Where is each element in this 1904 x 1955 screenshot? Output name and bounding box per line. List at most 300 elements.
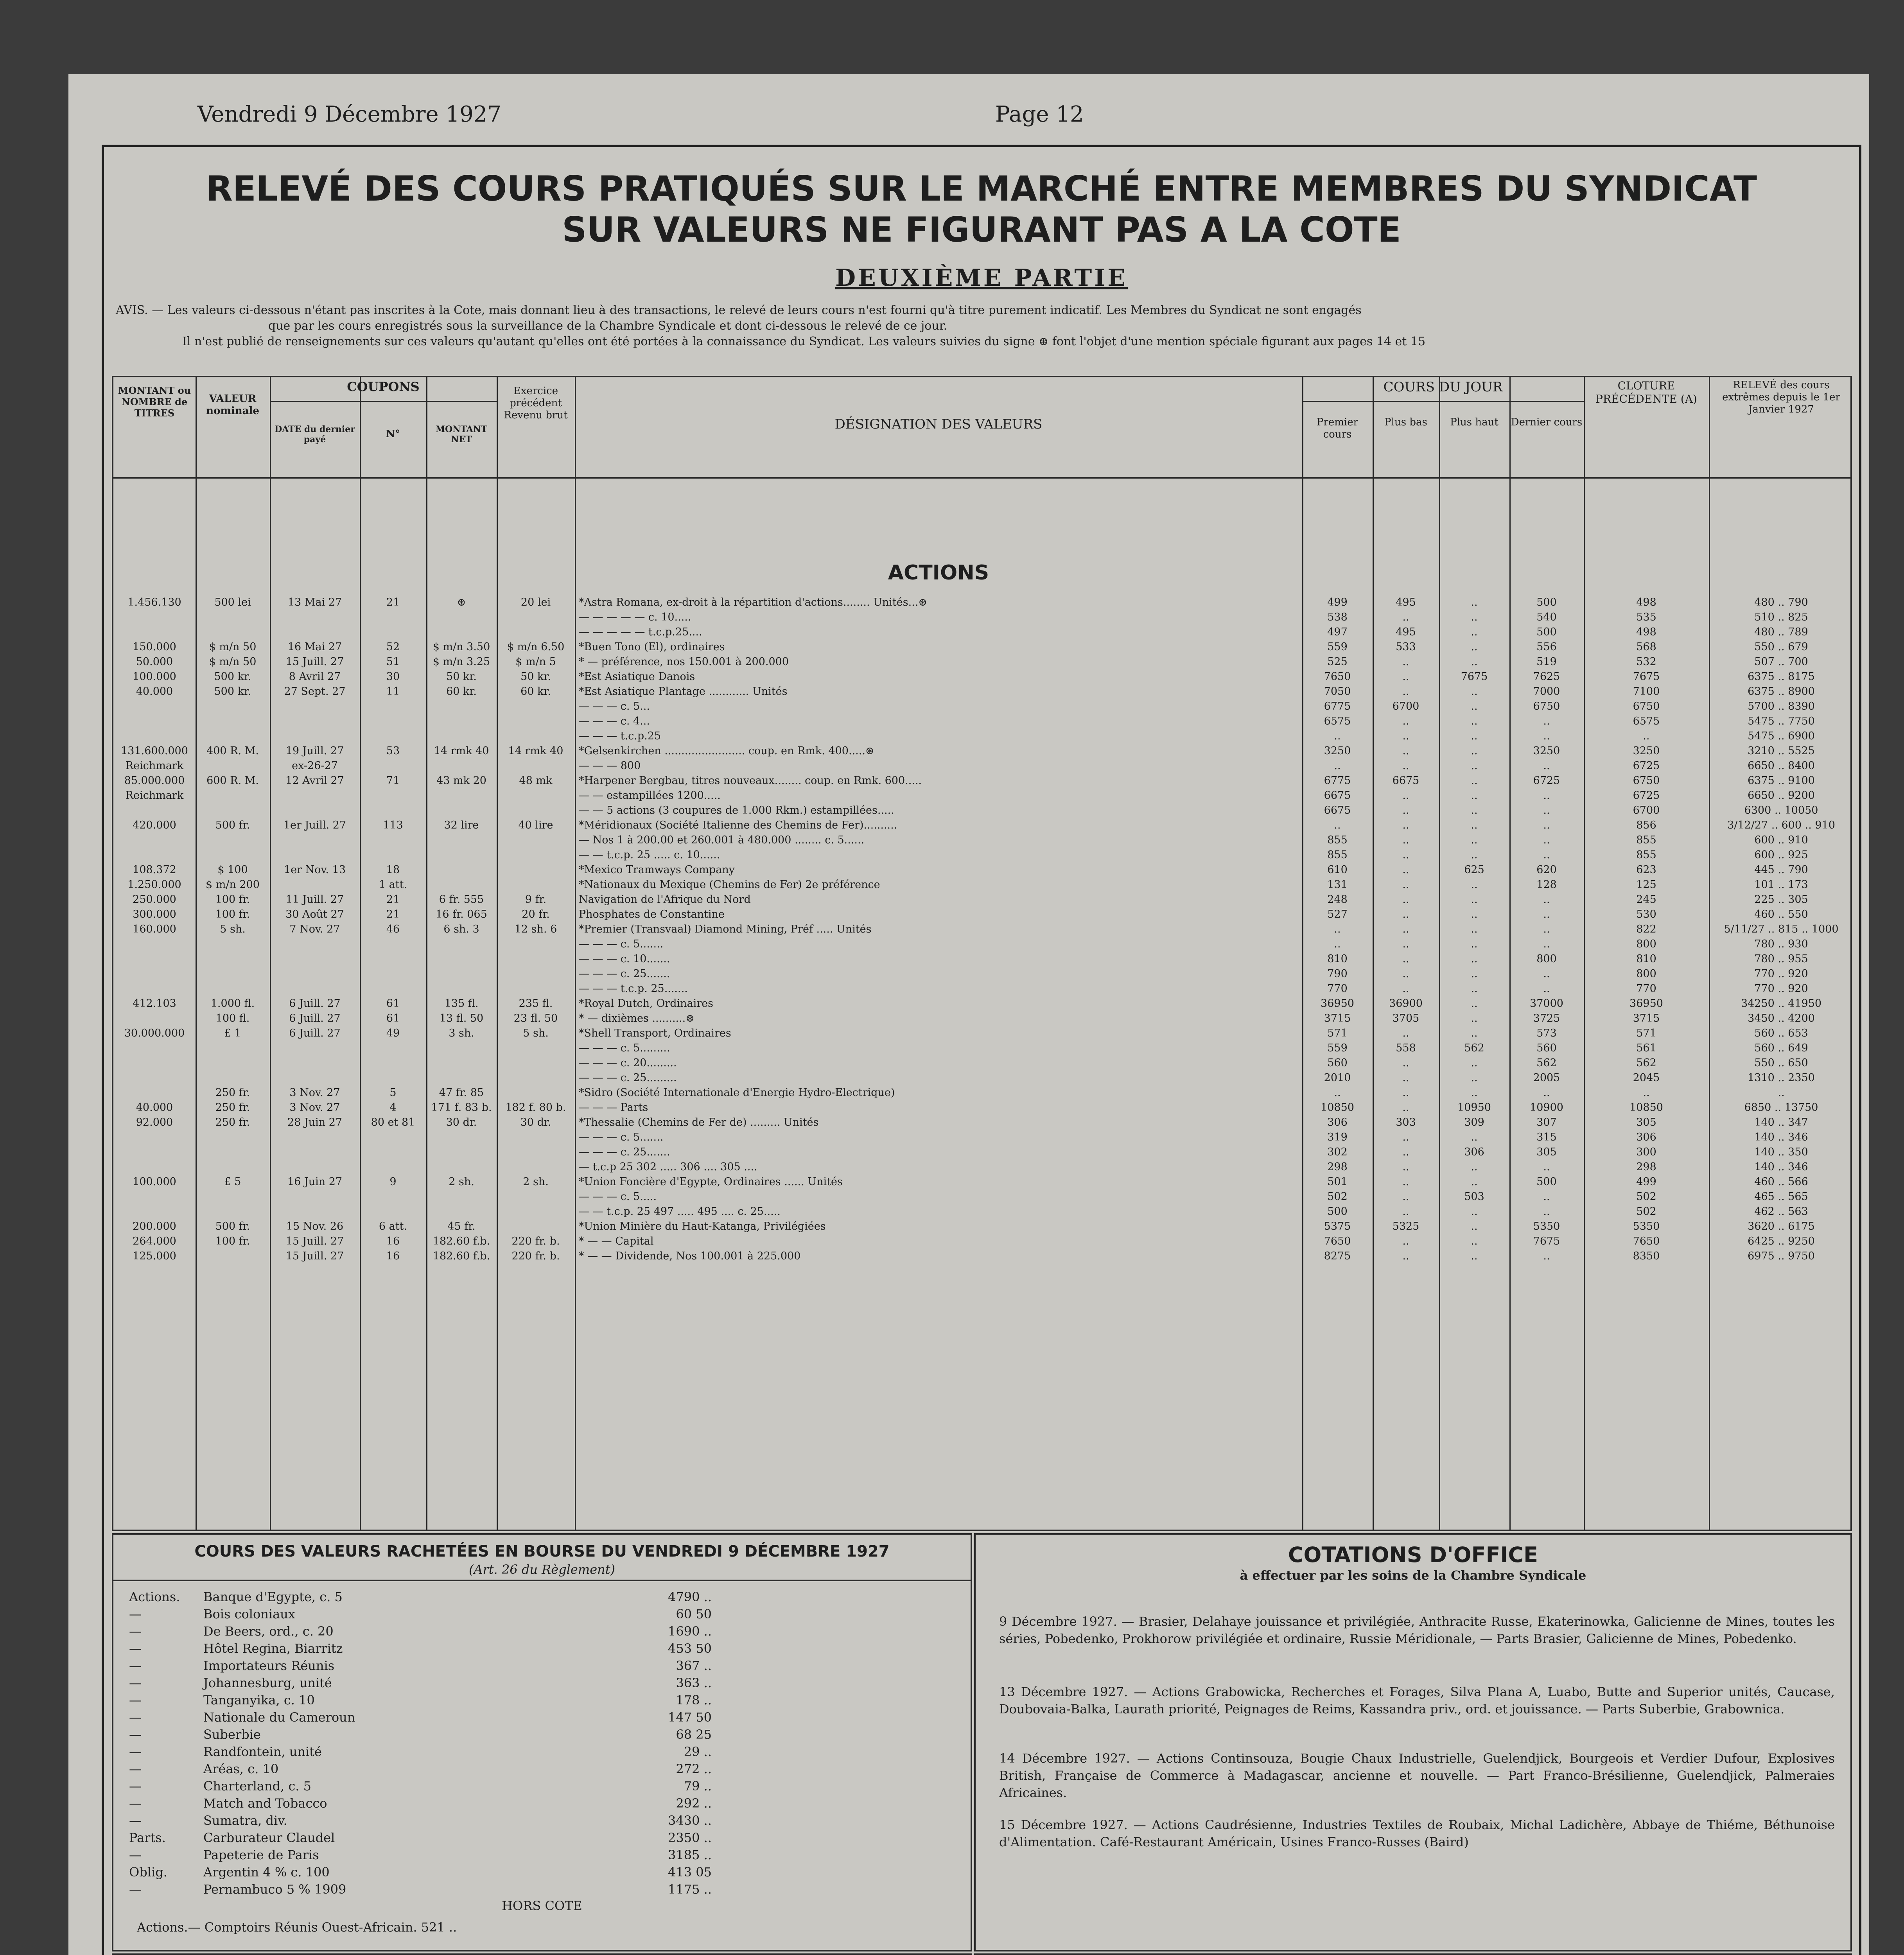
cell-des: — — — c. 5....... <box>579 1131 664 1143</box>
cell-v: 5 sh. <box>220 923 246 935</box>
cell-dc: 540 <box>1536 611 1557 623</box>
cell-p: 571 <box>1327 1027 1348 1039</box>
cell-h: .. <box>1471 1012 1478 1024</box>
cell-r: 6300 .. 10050 <box>1744 804 1818 816</box>
rachetee-n: Argentin 4 % c. 100 <box>203 1865 330 1880</box>
cell-p: 306 <box>1327 1116 1348 1128</box>
cours-du-jour-rule <box>1302 401 1584 402</box>
col-releve: RELEVÉ des cours extrêmes depuis le 1er Janvier 1927 <box>1722 379 1840 416</box>
cell-mn: 50 kr. <box>446 671 477 683</box>
cell-r: 550 .. 650 <box>1754 1057 1808 1069</box>
cell-p: 855 <box>1327 834 1348 846</box>
cell-p: 855 <box>1327 849 1348 861</box>
cell-h: .. <box>1471 1250 1478 1262</box>
cell-p: 298 <box>1327 1161 1348 1173</box>
cell-mn: 2 sh. <box>449 1176 474 1188</box>
cell-r: 480 .. 790 <box>1754 596 1808 608</box>
page-number: Page 12 <box>995 102 1084 127</box>
cell-n: 1 att. <box>379 879 407 891</box>
cell-dc: 3725 <box>1533 1012 1560 1024</box>
cell-cl: 810 <box>1636 953 1656 965</box>
cell-b: .. <box>1402 1146 1409 1158</box>
cell-p: 610 <box>1327 864 1348 876</box>
cell-b: .. <box>1402 611 1409 623</box>
cell-r: 465 .. 565 <box>1754 1191 1808 1203</box>
cell-des: Phosphates de Constantine <box>579 908 725 920</box>
cell-e: 2 sh. <box>523 1176 549 1188</box>
rachetee-v: 1175 .. <box>668 1882 712 1897</box>
cell-v: $ m/n 50 <box>209 656 257 668</box>
cell-p: 302 <box>1327 1146 1348 1158</box>
rachetee-k: — <box>129 1658 142 1673</box>
cell-dc: 519 <box>1536 656 1557 668</box>
rachetee-n: Charterland, c. 5 <box>203 1779 311 1794</box>
cell-b: .. <box>1402 819 1409 831</box>
cell-n: 18 <box>386 864 400 876</box>
cell-m: 40.000 <box>136 685 173 698</box>
cell-p: 6775 <box>1324 775 1351 787</box>
cell-p: 36950 <box>1321 997 1354 1010</box>
table-row <box>113 1235 1850 1249</box>
cell-dc: .. <box>1543 760 1550 772</box>
table-row <box>113 1146 1850 1160</box>
cell-m: 200.000 <box>133 1220 176 1232</box>
coupons-rule <box>270 401 497 402</box>
cell-cl: 6750 <box>1633 775 1660 787</box>
cell-e: 220 fr. b. <box>511 1235 560 1247</box>
rachetee-v: 292 .. <box>676 1796 712 1811</box>
cell-cl: 502 <box>1636 1205 1656 1218</box>
rachetee-k: — <box>129 1727 142 1742</box>
table-row <box>113 1072 1850 1086</box>
cell-b: .. <box>1402 864 1409 876</box>
cell-m: 1.250.000 <box>127 879 181 891</box>
cell-dc: 7000 <box>1533 685 1560 698</box>
rachetee-v: 79 .. <box>684 1779 712 1794</box>
cell-h: .. <box>1471 879 1478 891</box>
cell-r: 600 .. 925 <box>1754 849 1808 861</box>
rachetee-k: Actions. <box>129 1589 180 1604</box>
col-montant-net: MONTANT NET <box>435 424 488 445</box>
cell-m: 85.000.000 <box>124 775 185 787</box>
rachetees-box <box>112 1533 972 1951</box>
cell-r: 5/11/27 .. 815 .. 1000 <box>1724 923 1839 935</box>
cell-h: .. <box>1471 968 1478 980</box>
cell-dc: .. <box>1543 834 1550 846</box>
cell-des: *Sidro (Société Internationale d'Energie Hydro-Electrique) <box>579 1087 895 1099</box>
cell-des: *Est Asiatique Danois <box>579 671 695 683</box>
rachetee-n: Randfontein, unité <box>203 1744 322 1759</box>
cell-cl: 245 <box>1636 893 1656 906</box>
cell-des: — — — c. 25......... <box>579 1072 677 1084</box>
cell-mn: 14 rmk 40 <box>434 745 489 757</box>
cell-e: 48 mk <box>519 775 553 787</box>
cell-b: .. <box>1402 715 1409 727</box>
rachetee-v: 2350 .. <box>668 1830 712 1845</box>
cell-v: 100 fr. <box>215 908 250 920</box>
cell-mn: ⊛ <box>457 596 466 608</box>
cell-m: 160.000 <box>133 923 176 935</box>
cell-d: 7 Nov. 27 <box>289 923 340 935</box>
cell-h: .. <box>1471 1220 1478 1232</box>
main-table <box>112 376 1852 1531</box>
cell-p: 559 <box>1327 641 1348 653</box>
cell-dc: .. <box>1543 1161 1550 1173</box>
cell-dc: .. <box>1543 1087 1550 1099</box>
cell-b: .. <box>1402 983 1409 995</box>
cell-h: .. <box>1471 775 1478 787</box>
cell-b: .. <box>1402 1072 1409 1084</box>
cell-d: 8 Avril 27 <box>289 671 341 683</box>
cell-des: *Astra Romana, ex-droit à la répartition d'actions........ Unités...⊛ <box>579 596 927 608</box>
cell-r: 3620 .. 6175 <box>1748 1220 1815 1232</box>
col-exercice: Exercice précédent Revenu brut <box>504 385 568 421</box>
rachetee-v: 68 25 <box>676 1727 712 1742</box>
cell-r: 3210 .. 5525 <box>1748 745 1815 757</box>
cell-cl: 800 <box>1636 968 1656 980</box>
cell-r: 5475 .. 7750 <box>1748 715 1815 727</box>
cell-p: 6575 <box>1324 715 1351 727</box>
cell-d: 6 Juill. 27 <box>289 1012 341 1024</box>
cell-cl: 8350 <box>1633 1250 1660 1262</box>
cell-dc: .. <box>1543 893 1550 906</box>
table-row <box>113 1012 1850 1026</box>
rachetee-k: — <box>129 1675 142 1690</box>
cell-des: *Méridionaux (Société Italienne des Chemins de Fer).......... <box>579 819 897 831</box>
cell-cl: 306 <box>1636 1131 1656 1143</box>
cell-d: 15 Juill. 27 <box>285 656 344 668</box>
table-row <box>113 1087 1850 1101</box>
cell-p: 527 <box>1327 908 1348 920</box>
cell-m: 30.000.000 <box>124 1027 185 1039</box>
page-date: Vendredi 9 Décembre 1927 <box>197 102 501 127</box>
cell-des: — t.c.p 25 302 ..... 306 .... 305 .... <box>579 1161 757 1173</box>
cell-b: 495 <box>1396 626 1416 638</box>
cell-n: 53 <box>386 745 400 757</box>
cell-mn: 3 sh. <box>449 1027 474 1039</box>
cell-des: — — estampillées 1200..... <box>579 789 721 802</box>
cell-des: * — préférence, nos 150.001 à 200.000 <box>579 656 789 668</box>
table-row <box>113 1131 1850 1145</box>
cell-h: .. <box>1471 1235 1478 1247</box>
col-plus-haut: Plus haut <box>1450 416 1498 428</box>
cell-mn: 6 sh. 3 <box>443 923 479 935</box>
cell-r: 462 .. 563 <box>1754 1205 1808 1218</box>
rachetee-n: Hôtel Regina, Biarritz <box>203 1641 343 1656</box>
rachetee-n: Aréas, c. 10 <box>203 1761 279 1776</box>
cell-dc: .. <box>1543 923 1550 935</box>
cell-cl: 800 <box>1636 938 1656 950</box>
cell-cl: 855 <box>1636 834 1656 846</box>
cell-p: 2010 <box>1324 1072 1351 1084</box>
cell-des: * — dixièmes ..........⊛ <box>579 1012 694 1024</box>
cell-v: 500 lei <box>214 596 251 608</box>
cell-m: 300.000 <box>133 908 176 920</box>
part-title: DEUXIÈME PARTIE <box>835 264 1128 292</box>
cell-des: *Nationaux du Mexique (Chemins de Fer) 2e préférence <box>579 879 880 891</box>
cell-des: *Buen Tono (El), ordinaires <box>579 641 725 653</box>
cell-des: *Gelsenkirchen ........................ coup. en Rmk. 400.....⊛ <box>579 745 874 757</box>
cell-d: 13 Mai 27 <box>287 596 342 608</box>
cell-b: .. <box>1402 1057 1409 1069</box>
cell-d: 6 Juill. 27 <box>289 997 341 1010</box>
cell-n: 30 <box>386 671 400 683</box>
cell-cl: 6575 <box>1633 715 1660 727</box>
cell-b: .. <box>1402 1191 1409 1203</box>
col-plus-bas: Plus bas <box>1384 416 1427 428</box>
cell-des: *Royal Dutch, Ordinaires <box>579 997 714 1010</box>
col-valeur: VALEUR nominale <box>206 393 259 417</box>
cell-b: 3705 <box>1392 1012 1419 1024</box>
table-row <box>113 849 1850 863</box>
col-designation: DÉSIGNATION DES VALEURS <box>834 416 1043 432</box>
cell-dc: 5350 <box>1533 1220 1560 1232</box>
rachetee-k: — <box>129 1796 142 1811</box>
cell-m: 92.000 <box>136 1116 173 1128</box>
cell-h: .. <box>1471 611 1478 623</box>
cell-cl: 623 <box>1636 864 1656 876</box>
cell-n: 11 <box>386 685 400 698</box>
cell-b: 6675 <box>1392 775 1419 787</box>
cell-d: 28 Juin 27 <box>287 1116 343 1128</box>
table-row <box>113 626 1850 640</box>
cell-p: .. <box>1334 923 1341 935</box>
table-row <box>113 804 1850 818</box>
cell-mn: 32 lire <box>444 819 479 831</box>
cell-b: .. <box>1402 849 1409 861</box>
cell-m: 420.000 <box>133 819 176 831</box>
cell-dc: 560 <box>1536 1042 1557 1054</box>
cell-cl: 3715 <box>1633 1012 1660 1024</box>
cell-des: — — — c. 5... <box>579 700 650 712</box>
cell-cl: 10850 <box>1629 1101 1663 1114</box>
cell-p: 319 <box>1327 1131 1348 1143</box>
cell-d: 3 Nov. 27 <box>289 1087 340 1099</box>
cell-dc: .. <box>1543 938 1550 950</box>
table-row <box>113 611 1850 625</box>
cell-d: 1er Juill. 27 <box>283 819 346 831</box>
cell-n: 52 <box>386 641 400 653</box>
table-row <box>113 775 1850 789</box>
col-cours-du-jour: COURS DU JOUR <box>1383 379 1503 395</box>
rachetee-n: Match and Tobacco <box>203 1796 327 1811</box>
cell-des: — — — 800 <box>579 760 641 772</box>
cell-dc: 315 <box>1536 1131 1557 1143</box>
cell-m: Reichmark <box>125 760 184 772</box>
cell-d: 3 Nov. 27 <box>289 1101 340 1114</box>
cell-des: — Nos 1 à 200.00 et 260.001 à 480.000 ........ c. 5...... <box>579 834 865 846</box>
cell-p: .. <box>1334 1087 1341 1099</box>
cell-dc: 6750 <box>1533 700 1560 712</box>
cell-n: 61 <box>386 1012 400 1024</box>
cell-h: .. <box>1471 997 1478 1010</box>
cell-v: 600 R. M. <box>206 775 259 787</box>
cell-e: 14 rmk 40 <box>508 745 563 757</box>
cell-mn: 47 fr. 85 <box>439 1087 484 1099</box>
cell-h: .. <box>1471 626 1478 638</box>
cell-b: .. <box>1402 1161 1409 1173</box>
cell-n: 21 <box>386 908 400 920</box>
cell-des: — — — c. 25....... <box>579 1146 670 1158</box>
col-coupons: COUPONS <box>347 379 420 394</box>
cell-dc: 3250 <box>1533 745 1560 757</box>
cell-d: 16 Juin 27 <box>287 1176 343 1188</box>
cell-n: 61 <box>386 997 400 1010</box>
table-row <box>113 1161 1850 1175</box>
table-row <box>113 923 1850 937</box>
cell-dc: 500 <box>1536 1176 1557 1188</box>
cell-h: .. <box>1471 983 1478 995</box>
cell-mn: 13 fl. 50 <box>439 1012 484 1024</box>
cell-h: .. <box>1471 789 1478 802</box>
table-row <box>113 893 1850 908</box>
cell-v: 500 fr. <box>215 819 250 831</box>
cell-des: — — — t.c.p. 25....... <box>579 983 688 995</box>
cell-e: 182 f. 80 b. <box>505 1101 566 1114</box>
cell-dc: 128 <box>1536 879 1557 891</box>
cell-b: .. <box>1402 745 1409 757</box>
cell-d: 6 Juill. 27 <box>289 1027 341 1039</box>
cell-des: — — — — — t.c.p.25.... <box>579 626 702 638</box>
cell-p: 8275 <box>1324 1250 1351 1262</box>
cell-dc: 2005 <box>1533 1072 1560 1084</box>
rachetee-n: Pernambuco 5 % 1909 <box>203 1882 346 1897</box>
cell-n: 71 <box>386 775 400 787</box>
cell-mn: 182.60 f.b. <box>432 1235 490 1247</box>
cell-h: .. <box>1471 700 1478 712</box>
cell-mn: 6 fr. 555 <box>439 893 484 906</box>
cell-b: .. <box>1402 760 1409 772</box>
cell-b: 5325 <box>1392 1220 1419 1232</box>
cell-dc: 305 <box>1536 1146 1557 1158</box>
cell-e: 220 fr. b. <box>511 1250 560 1262</box>
table-row <box>113 968 1850 982</box>
cell-r: 3/12/27 .. 600 .. 910 <box>1727 819 1835 831</box>
cell-b: .. <box>1402 879 1409 891</box>
cell-m: 131.600.000 <box>121 745 188 757</box>
cell-cl: 6725 <box>1633 760 1660 772</box>
rachetee-v: 363 .. <box>676 1675 712 1690</box>
col-montant: MONTANT ou NOMBRE de TITRES <box>118 385 191 419</box>
cell-r: 6425 .. 9250 <box>1748 1235 1815 1247</box>
cell-b: .. <box>1402 804 1409 816</box>
cell-r: 140 .. 347 <box>1754 1116 1808 1128</box>
cell-p: 248 <box>1327 893 1348 906</box>
cell-e: 5 sh. <box>523 1027 549 1039</box>
cell-p: 6675 <box>1324 804 1351 816</box>
cell-mn: 16 fr. 065 <box>436 908 487 920</box>
cell-mn: 30 dr. <box>446 1116 477 1128</box>
cell-d: 15 Juill. 27 <box>285 1250 344 1262</box>
cell-p: 525 <box>1327 656 1348 668</box>
rachetee-k: — <box>129 1813 142 1828</box>
cell-v: 500 fr. <box>215 1220 250 1232</box>
cell-dc: .. <box>1543 789 1550 802</box>
cell-cl: 535 <box>1636 611 1656 623</box>
rachetee-k: — <box>129 1847 142 1862</box>
cell-des: — — — c. 10....... <box>579 953 670 965</box>
cell-d: 1er Nov. 13 <box>284 864 346 876</box>
cell-mn: 60 kr. <box>446 685 477 698</box>
cell-p: 6775 <box>1324 700 1351 712</box>
rachetee-v: 367 .. <box>676 1658 712 1673</box>
cell-cl: 502 <box>1636 1191 1656 1203</box>
cell-d: 11 Juill. 27 <box>285 893 344 906</box>
col-cloture: CLOTURE PRÉCÉDENTE (A) <box>1595 379 1697 405</box>
table-row <box>113 641 1850 655</box>
rachetee-n: Importateurs Réunis <box>203 1658 335 1673</box>
cell-des: — — — Parts <box>579 1101 648 1114</box>
cell-cl: 561 <box>1636 1042 1656 1054</box>
cell-n: 51 <box>386 656 400 668</box>
cotations-p1: 9 Décembre 1927. — Brasier, Delahaye jouissance et privilégiée, Anthracite Russe, Ekaterinowka, Galicienne de Mines, toutes les séries, Pobedenko, Prokhorow privilégiée et ordinaire, Russie Méridionale, — Parts Brasier, Galicienne de Mines, Pobedenko. <box>999 1614 1835 1646</box>
table-row <box>113 730 1850 744</box>
cell-mn: 171 f. 83 b. <box>431 1101 492 1114</box>
rachetee-n: Nationale du Cameroun <box>203 1710 355 1725</box>
cell-m: 1.456.130 <box>127 596 181 608</box>
cell-des: — — — t.c.p.25 <box>579 730 661 742</box>
cell-p: 3715 <box>1324 1012 1351 1024</box>
cell-dc: .. <box>1543 1191 1550 1203</box>
rachetee-v: 178 .. <box>676 1693 712 1707</box>
cell-v: 100 fl. <box>215 1012 250 1024</box>
cell-dc: .. <box>1543 849 1550 861</box>
rachetee-k: — <box>129 1693 142 1707</box>
cell-cl: 5350 <box>1633 1220 1660 1232</box>
cell-dc: 10900 <box>1530 1101 1563 1114</box>
cell-r: 770 .. 920 <box>1754 968 1808 980</box>
main-title: RELEVÉ DES COURS PRATIQUÉS SUR LE MARCHÉ ENTRE MEMBRES DU SYNDICAT <box>206 169 1757 209</box>
cell-h: .. <box>1471 1072 1478 1084</box>
cell-des: — — — — — c. 10..... <box>579 611 691 623</box>
cell-d: 27 Sept. 27 <box>284 685 346 698</box>
cell-r: 780 .. 930 <box>1754 938 1808 950</box>
cell-dc: 500 <box>1536 626 1557 638</box>
cell-des: * — — Capital <box>579 1235 654 1247</box>
rachetee-n: Suberbie <box>203 1727 261 1742</box>
cell-r: 460 .. 566 <box>1754 1176 1808 1188</box>
cell-m: 108.372 <box>133 864 176 876</box>
cell-dc: .. <box>1543 968 1550 980</box>
rachetee-k: Oblig. <box>129 1865 167 1880</box>
cotations-title: COTATIONS D'OFFICE <box>1288 1542 1538 1567</box>
cell-h: .. <box>1471 893 1478 906</box>
rachetee-n: Sumatra, div. <box>203 1813 287 1828</box>
rachetee-n: Tanganyika, c. 10 <box>203 1693 315 1707</box>
cell-dc: 573 <box>1536 1027 1557 1039</box>
rachetee-k: — <box>129 1710 142 1725</box>
cell-cl: 36950 <box>1629 997 1663 1010</box>
cell-h: .. <box>1471 1131 1478 1143</box>
cell-b: .. <box>1402 671 1409 683</box>
cell-dc: 307 <box>1536 1116 1557 1128</box>
cell-b: 36900 <box>1389 997 1423 1010</box>
cell-des: — — — c. 5....... <box>579 938 664 950</box>
cell-b: .. <box>1402 953 1409 965</box>
table-row <box>113 1027 1850 1041</box>
rachetee-n: De Beers, ord., c. 20 <box>203 1624 334 1639</box>
cell-mn: 43 mk 20 <box>436 775 486 787</box>
cell-r: 6375 .. 8175 <box>1748 671 1815 683</box>
cell-r: 780 .. 955 <box>1754 953 1808 965</box>
cell-v: 250 fr. <box>215 1101 250 1114</box>
cell-m: 264.000 <box>133 1235 176 1247</box>
cell-cl: 855 <box>1636 849 1656 861</box>
cell-cl: 856 <box>1636 819 1656 831</box>
cell-cl: .. <box>1643 1087 1650 1099</box>
cell-h: 306 <box>1464 1146 1484 1158</box>
rachetee-k: — <box>129 1761 142 1776</box>
